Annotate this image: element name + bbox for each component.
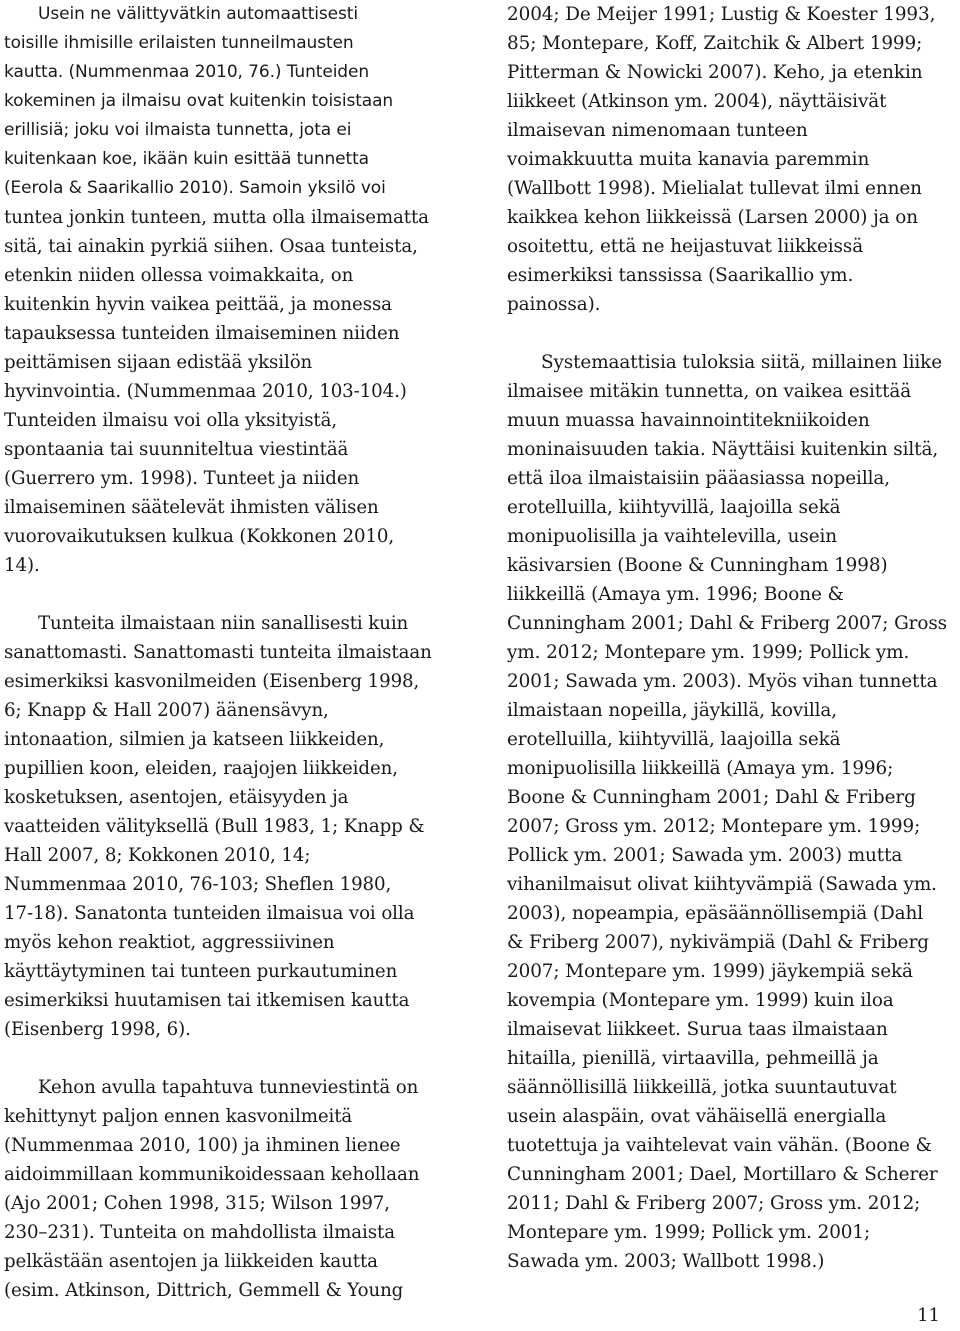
text-line: sitä, tai ainakin pyrkiä siihen. Osaa tunteista, bbox=[4, 236, 418, 257]
text-line: pupillien koon, eleiden, raajojen liikkeiden, bbox=[4, 758, 398, 779]
text-line: esimerkiksi huutamisen tai itkemisen kautta bbox=[4, 990, 410, 1011]
paragraph-gap bbox=[507, 319, 959, 348]
text-line: kuitenkin hyvin vaikea peittää, ja monessa bbox=[4, 294, 392, 315]
text-line: ilmaiseminen säätelevät ihmisten välisen bbox=[4, 497, 379, 518]
text-line: osoitettu, että ne heijastuvat liikkeissä bbox=[507, 236, 864, 257]
text-line: Tunteiden ilmaisu voi olla yksityistä, bbox=[4, 410, 338, 431]
text-line: (Ajo 2001; Cohen 1998, 315; Wilson 1997, bbox=[4, 1193, 390, 1214]
text-line: ilmaistaan nopeilla, jäykillä, kovilla, bbox=[507, 700, 838, 721]
text-line: 14). bbox=[4, 555, 40, 576]
text-line: monipuolisilla liikkeillä (Amaya ym. 1996; bbox=[507, 758, 894, 779]
text-line: 2011; Dahl & Friberg 2007; Gross ym. 2012; bbox=[507, 1193, 921, 1214]
text-line: & Friberg 2007), nykivämpiä (Dahl & Friberg bbox=[507, 932, 929, 953]
text-line: Pitterman & Nowicki 2007). Keho, ja etenkin bbox=[507, 62, 923, 83]
text-line: Pollick ym. 2001; Sawada ym. 2003) mutta bbox=[507, 845, 903, 866]
text-line: vihanilmaisut olivat kiihtyvämpiä (Sawada ym. bbox=[507, 874, 937, 895]
text-line: kovempia (Montepare ym. 1999) kuin iloa bbox=[507, 990, 894, 1011]
text-line: aidoimmillaan kommunikoidessaan kehollaan bbox=[4, 1164, 420, 1185]
text-line: 85; Montepare, Koff, Zaitchik & Albert 1999; bbox=[507, 33, 923, 54]
text-line: ym. 2012; Montepare ym. 1999; Pollick ym. bbox=[507, 642, 910, 663]
text-line: voimakkuutta muita kanavia paremmin bbox=[507, 149, 870, 170]
text-line: käyttäytyminen tai tunteen purkautuminen bbox=[4, 961, 398, 982]
text-line: ilmaisevat liikkeet. Surua taas ilmaistaan bbox=[507, 1019, 888, 1040]
text-line: Cunningham 2001; Dael, Mortillaro & Scherer bbox=[507, 1164, 938, 1185]
text-line: Systemaattisia tuloksia siitä, millainen liike bbox=[541, 352, 942, 373]
paragraph-gap bbox=[4, 580, 474, 609]
text-line: sanattomasti. Sanattomasti tunteita ilmaistaan bbox=[4, 642, 432, 663]
text-line: toisille ihmisille erilaisten tunneilmausten bbox=[4, 33, 354, 53]
text-line: 2007; Gross ym. 2012; Montepare ym. 1999; bbox=[507, 816, 921, 837]
text-line: monipuolisilla ja vaihtelevilla, usein bbox=[507, 526, 837, 547]
text-line: 2007; Montepare ym. 1999) jäykempiä sekä bbox=[507, 961, 913, 982]
text-line: 17-18). Sanatonta tunteiden ilmaisua voi olla bbox=[4, 903, 415, 924]
text-line: erotelluilla, kiihtyvillä, laajoilla sekä bbox=[507, 729, 841, 750]
right-column bbox=[507, 0, 959, 1276]
text-line: kosketuksen, asentojen, etäisyyden ja bbox=[4, 787, 349, 808]
text-line: myös kehon reaktiot, aggressiivinen bbox=[4, 932, 335, 953]
text-line: esimerkiksi kasvonilmeiden (Eisenberg 1998, bbox=[4, 671, 420, 692]
text-line: tuotettuja ja vaihtelevat vain vähän. (Boone & bbox=[507, 1135, 932, 1156]
text-line: Kehon avulla tapahtuva tunneviestintä on bbox=[38, 1077, 419, 1098]
page-number: 11 bbox=[917, 1305, 940, 1326]
text-line: (Guerrero ym. 1998). Tunteet ja niiden bbox=[4, 468, 360, 489]
text-line: erillisiä; joku voi ilmaista tunnetta, jota ei bbox=[4, 120, 352, 140]
text-line: Hall 2007, 8; Kokkonen 2010, 14; bbox=[4, 845, 311, 866]
text-line: tapauksessa tunteiden ilmaiseminen niiden bbox=[4, 323, 400, 344]
text-line: käsivarsien (Boone & Cunningham 1998) bbox=[507, 555, 888, 576]
text-line: pelkästään asentojen ja liikkeiden kautta bbox=[4, 1251, 378, 1272]
text-line: (esim. Atkinson, Dittrich, Gemmell & Young bbox=[4, 1280, 404, 1301]
text-line: 230–231). Tunteita on mahdollista ilmaista bbox=[4, 1222, 395, 1243]
text-line: (Eisenberg 1998, 6). bbox=[4, 1019, 191, 1040]
text-line: hyvinvointia. (Nummenmaa 2010, 103-104.) bbox=[4, 381, 407, 402]
text-line: Usein ne välittyvätkin automaattisesti bbox=[38, 4, 358, 24]
text-line: (Nummenmaa 2010, 100) ja ihminen lienee bbox=[4, 1135, 401, 1156]
text-line: etenkin niiden ollessa voimakkaita, on bbox=[4, 265, 354, 286]
text-line: usein alaspäin, ovat vähäisellä energialla bbox=[507, 1106, 887, 1127]
text-line: ilmaisee mitäkin tunnetta, on vaikea esittää bbox=[507, 381, 912, 402]
text-line: (Eerola & Saarikallio 2010). Samoin yksilö voi bbox=[4, 178, 386, 198]
text-line: hitailla, pienillä, virtaavilla, pehmeillä ja bbox=[507, 1048, 879, 1069]
text-line: 2004; De Meijer 1991; Lustig & Koester 1993, bbox=[507, 4, 936, 25]
text-line: että iloa ilmaistaisiin pääasiassa nopeilla, bbox=[507, 468, 890, 489]
text-line: vuorovaikutuksen kulkua (Kokkonen 2010, bbox=[4, 526, 395, 547]
text-line: kokeminen ja ilmaisu ovat kuitenkin toisistaan bbox=[4, 91, 394, 111]
text-line: tuntea jonkin tunteen, mutta olla ilmaisematta bbox=[4, 207, 429, 228]
text-line: peittämisen sijaan edistää yksilön bbox=[4, 352, 313, 373]
paragraph-gap bbox=[4, 1044, 474, 1073]
left-column bbox=[4, 0, 474, 1305]
text-line: kautta. (Nummenmaa 2010, 76.) Tunteiden bbox=[4, 62, 370, 82]
text-line: liikkeet (Atkinson ym. 2004), näyttäisivät bbox=[507, 91, 887, 112]
text-line: 2003), nopeampia, epäsäännöllisempiä (Dahl bbox=[507, 903, 923, 924]
text-line: muun muassa havainnointitekniikoiden bbox=[507, 410, 870, 431]
text-line: erotelluilla, kiihtyvillä, laajoilla sekä bbox=[507, 497, 841, 518]
text-line: Montepare ym. 1999; Pollick ym. 2001; bbox=[507, 1222, 871, 1243]
text-line: kehittynyt paljon ennen kasvonilmeitä bbox=[4, 1106, 353, 1127]
text-line: liikkeillä (Amaya ym. 1996; Boone & bbox=[507, 584, 844, 605]
text-line: 6; Knapp & Hall 2007) äänensävyn, bbox=[4, 700, 329, 721]
text-line: kaikkea kehon liikkeissä (Larsen 2000) ja on bbox=[507, 207, 918, 228]
text-line: moninaisuuden takia. Näyttäisi kuitenkin siltä, bbox=[507, 439, 939, 460]
text-line: spontaania tai suunniteltua viestintää bbox=[4, 439, 349, 460]
text-line: Cunningham 2001; Dahl & Friberg 2007; Gross bbox=[507, 613, 948, 634]
text-line: 2001; Sawada ym. 2003). Myös vihan tunnetta bbox=[507, 671, 938, 692]
text-line: Tunteita ilmaistaan niin sanallisesti kuin bbox=[38, 613, 409, 634]
text-line: Boone & Cunningham 2001; Dahl & Friberg bbox=[507, 787, 916, 808]
text-line: intonaation, silmien ja katseen liikkeiden, bbox=[4, 729, 385, 750]
text-line: vaatteiden välityksellä (Bull 1983, 1; Knapp & bbox=[4, 816, 425, 837]
text-line: ilmaisevan nimenomaan tunteen bbox=[507, 120, 808, 141]
text-line: esimerkiksi tanssissa (Saarikallio ym. bbox=[507, 265, 854, 286]
text-line: painossa). bbox=[507, 294, 601, 315]
text-line: säännöllisillä liikkeillä, jotka suuntautuvat bbox=[507, 1077, 897, 1098]
text-line: (Wallbott 1998). Mielialat tullevat ilmi ennen bbox=[507, 178, 922, 199]
text-line: Nummenmaa 2010, 76-103; Sheflen 1980, bbox=[4, 874, 392, 895]
text-line: kuitenkaan koe, ikään kuin esittää tunnetta bbox=[4, 149, 369, 169]
text-line: Sawada ym. 2003; Wallbott 1998.) bbox=[507, 1251, 825, 1272]
